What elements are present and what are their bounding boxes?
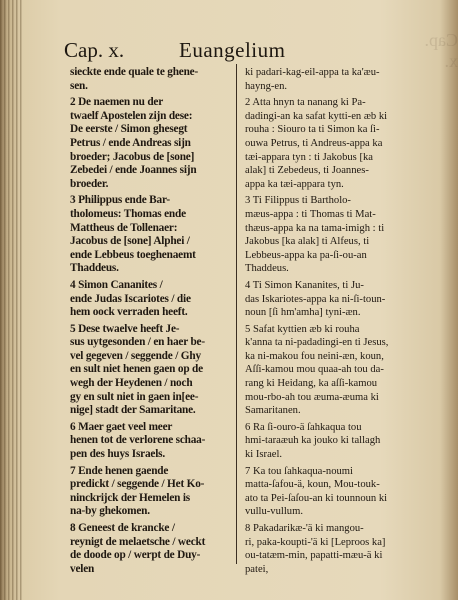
dutch-text-line: nige] stadt der Samaritane. <box>70 404 196 417</box>
formosan-text-line: mæus-appa : ti Thomas ti Mat- <box>245 208 376 220</box>
dutch-text-line: Thaddeus. <box>70 262 119 275</box>
formosan-text-line: ouwa Petrus, ti Andreus-appa ka <box>245 137 383 149</box>
formosan-text-line: ri, paka-koupti-'ä ki [Leproos ka] <box>245 536 386 548</box>
formosan-text-line: ou-tatæm-min, papatti-mæu-ä ki <box>245 550 383 562</box>
formosan-text-line: k'anna ta ni-padadingi-en ti Jesus, <box>245 337 389 349</box>
dutch-text-line: velen <box>70 562 95 575</box>
dutch-text-line: Zebedei / ende Joannes sijn <box>70 164 197 177</box>
bleed-through-text: Cap. x. <box>424 30 458 71</box>
page-edges <box>0 0 22 600</box>
formosan-text-line: ka ni-makou fou neini-æn, koun, <box>245 350 384 362</box>
formosan-text-line: 4 Ti Simon Kananites, ti Ju- <box>245 279 364 291</box>
formosan-text-line: Lebbeus-appa ka pa-ſi-ou-an <box>245 249 367 261</box>
formosan-column <box>245 66 443 576</box>
formosan-text-line: Samaritanen. <box>245 405 301 417</box>
dutch-text-line: ende Lebbeus toeghenaemt <box>70 248 196 261</box>
formosan-text-line: 2 Atta hnyn ta nanang ki Pa- <box>245 97 366 109</box>
formosan-text-line: 7 Ka tou ſahkaqua-noumi <box>245 465 353 477</box>
formosan-text-line: ki Israel. <box>245 449 283 461</box>
dutch-text-line: Mattheus de Tollenaer: <box>70 221 178 234</box>
formosan-text-line: ato ta Pei-ſaſou-an ki tounnoun ki <box>245 492 388 504</box>
formosan-text-line: dadingi-an ka safat kytti-en æb ki <box>245 110 388 122</box>
formosan-text-line: Aſſi-kamou mou quaa-ah tou da- <box>245 364 384 376</box>
page-header <box>64 38 424 64</box>
dutch-text-line: broeder; Jacobus de [sone] <box>70 150 195 163</box>
formosan-text-line: tæi-appara tyn : ti Jakobus [ka <box>245 151 373 163</box>
dutch-text-line: ende Judas Iscariotes / die <box>70 292 191 305</box>
dutch-text-line: 3 Philippus ende Bar- <box>70 194 170 207</box>
dutch-text-line: vel gegeven / seggende / Ghy <box>70 349 201 362</box>
dutch-text-line: Jacobus de [sone] Alphei / <box>70 235 190 248</box>
dutch-text-line: reynigt de melaetsche / weckt <box>70 535 206 548</box>
formosan-text-line: Jakobus [ka alak] ti Alfeus, ti <box>245 236 370 248</box>
dutch-text-line: sieckte ende quale te ghene- <box>70 66 199 78</box>
dutch-text-line: tholomeus: Thomas ende <box>70 207 186 220</box>
dutch-text-line: 8 Geneest de krancke / <box>70 522 175 534</box>
formosan-text-line: hmi-taraæuh ka jouko ki tallagh <box>245 435 381 447</box>
dutch-text-line: sus uytgesonden / en haer be- <box>70 336 205 349</box>
formosan-text-line: matta-ſafou-ä, koun, Mou-touk- <box>245 479 380 491</box>
column-divider <box>236 64 237 564</box>
formosan-text-line: 6 Ra ſi-ouro-ä ſahkaqua tou <box>245 421 362 433</box>
dutch-text-line: de doode op / werpt de Duy- <box>70 549 201 562</box>
formosan-text-line: appa ka tæi-appara tyn. <box>245 178 344 190</box>
formosan-text-line: rang ki Heidang, ka aſſi-kamou <box>245 378 378 390</box>
dutch-text-line: 6 Maer gaet veel meer <box>70 420 173 433</box>
chapter-label: Cap. x. <box>64 38 125 62</box>
dutch-column <box>70 66 230 576</box>
dutch-text-line: hem oock verraden heeft. <box>70 306 188 319</box>
formosan-text-line: mou-rbo-ah tou æuma-æuma ki <box>245 391 379 403</box>
formosan-text-line: vullu-vullum. <box>245 506 303 518</box>
dutch-text-line: wegh der Heydenen / noch <box>70 377 193 390</box>
formosan-text-line: thæus-appa ka na tama-imigh : ti <box>245 222 385 234</box>
dutch-text-line: 2 De naemen nu der <box>70 96 164 109</box>
formosan-text-line: noun [ſi hm'amha] tyni-æn. <box>245 307 361 319</box>
formosan-text-line: patei, <box>245 563 269 575</box>
dutch-text-line: gy en sult niet in gaen in[ee- <box>70 390 199 403</box>
formosan-text-line: das Iskariotes-appa ka ni-ſi-toun- <box>245 293 386 305</box>
formosan-text-line: 5 Safat kyttien æb ki rouha <box>245 323 360 335</box>
dutch-text-line: henen tot de verlorene schaa- <box>70 434 206 447</box>
dutch-text-line: predickt / seggende / Het Ko- <box>70 478 205 491</box>
dutch-text-line: De eerste / Simon ghesegt <box>70 123 188 136</box>
dutch-text-line: 4 Simon Cananites / <box>70 278 163 291</box>
dutch-text-line: Petrus / ende Andreas sijn <box>70 136 191 149</box>
formosan-text-line: alak] ti Zebedeus, ti Joannes- <box>245 165 369 177</box>
dutch-text-line: na-by ghekomen. <box>70 505 150 518</box>
dutch-text-line: sen. <box>70 79 88 92</box>
dutch-text-line: twaelf Apostelen zijn dese: <box>70 109 193 122</box>
running-title: Euangelium <box>179 38 286 62</box>
dutch-text-line: en sult niet henen gaen op de <box>70 363 203 376</box>
dutch-text-line: ninckrijck der Hemelen is <box>70 491 190 504</box>
dutch-text-line: pen des huys Israels. <box>70 448 165 461</box>
formosan-text-line: rouha : Siouro ta ti Simon ka ſi- <box>245 124 380 136</box>
dutch-text-line: 5 Dese twaelve heeft Je- <box>70 322 180 335</box>
dutch-text-line: broeder. <box>70 177 109 190</box>
formosan-text-line: ki padari-kag-eil-appa ta ka'æu- <box>245 67 380 78</box>
formosan-text-line: hayng-en. <box>245 80 288 92</box>
formosan-text-line: 3 Ti Filippus ti Bartholo- <box>245 195 351 207</box>
formosan-text-line: 8 Pakadarikæ-'ä ki mangou- <box>245 523 364 534</box>
dutch-text-line: 7 Ende henen gaende <box>70 464 169 477</box>
formosan-text-line: Thaddeus. <box>245 263 289 275</box>
